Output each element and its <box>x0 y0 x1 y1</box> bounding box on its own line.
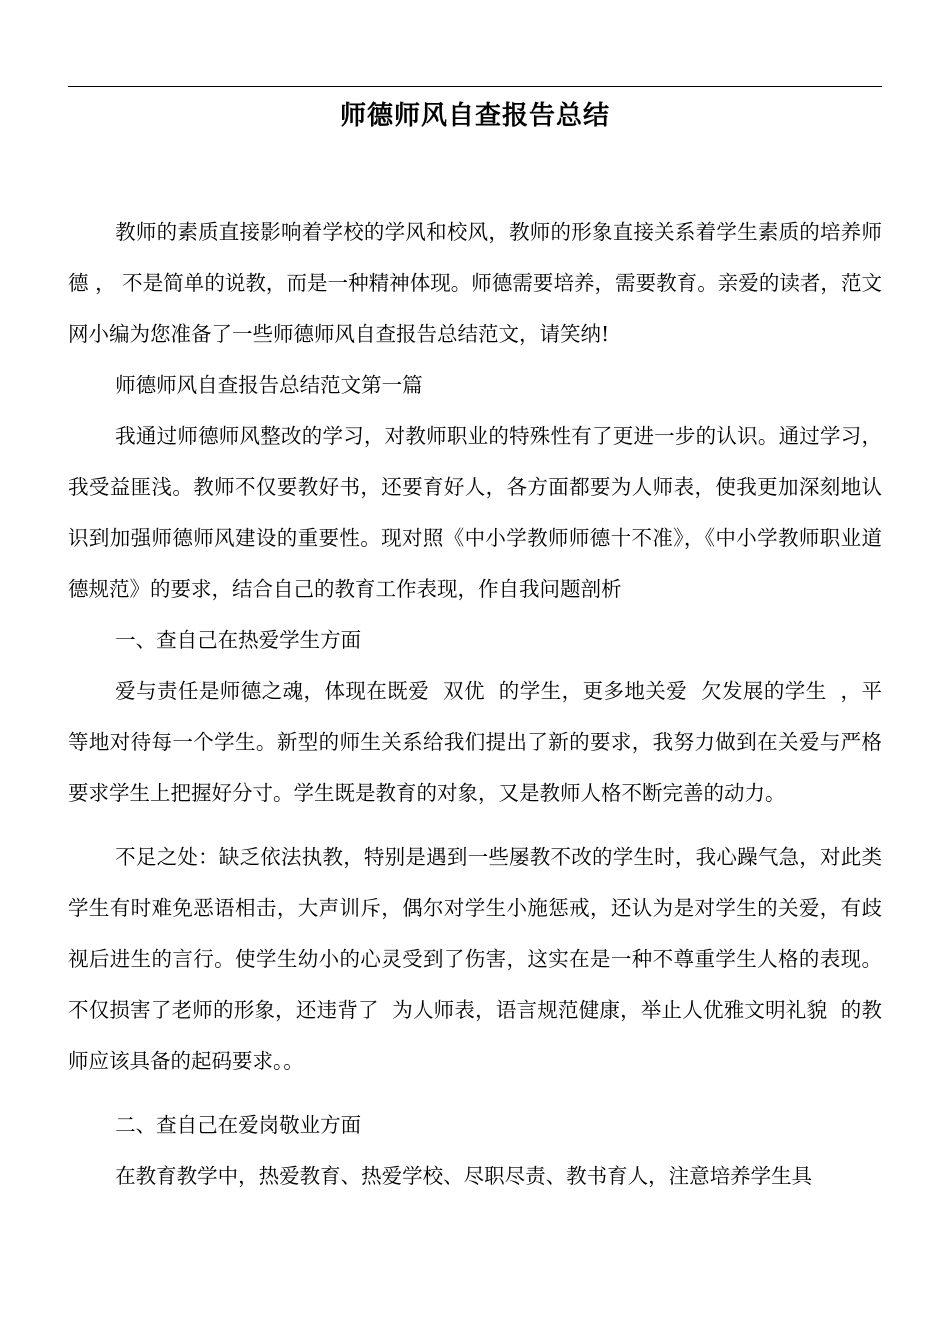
document-body <box>68 207 882 1202</box>
body-paragraph: 在教育教学中，热爱教育、热爱学校、尽职尽责、教书育人，注意培养学生具 <box>115 1164 813 1188</box>
body-paragraph: 不足之处：缺乏依法执教，特别是遇到一些屡教不改的学生时，我心躁气急，对此类学生有时难免恶语相击，大声训斥，偶尔对学生小施惩戒，还认为是对学生的关爱，有歧视后进生的言行。使学生幼小的心灵受到了伤害，这实在是一种不尊重学生人格的表现。不仅损害了老师的形象，还违背了 为人师表，语言规范健康，举止人优雅文明礼貌 的教师应该具备的起码要求。。 <box>68 845 882 1073</box>
intro-paragraph: 教师的素质直接影响着学校的学风和校风，教师的形象直接关系着学生素质的培养师德 ， 不是简单的说教，而是一种精神体现。师德需要培养，需要教育。亲爱的读者，范文网小编为您准备了一些师德师风自查报告总结范文，请笑纳! <box>68 220 882 346</box>
body-paragraph: 爱与责任是师德之魂，体现在既爱 双优 的学生，更多地关爱 欠发展的学生 ，平等地对待每一个学生。新型的师生关系给我们提出了新的要求，我努力做到在关爱与严格要求学生上把握好分寸。学生既是教育的对象，又是教师人格不断完善的动力。 <box>68 679 882 805</box>
section-heading-dedication: 二、查自己在爱岗敬业方面 <box>115 1113 362 1137</box>
section-heading-first-essay: 师德师风自查报告总结范文第一篇 <box>115 373 423 397</box>
header-rule <box>68 86 882 87</box>
section-heading-love-students: 一、查自己在热爱学生方面 <box>115 628 362 652</box>
document-title: 师德师风自查报告总结 <box>339 101 610 131</box>
body-paragraph: 我通过师德师风整改的学习，对教师职业的特殊性有了更进一步的认识。通过学习，我受益匪浅。教师不仅要教好书，还要育好人，各方面都要为人师表，使我更加深刻地认识到加强师德师风建设的重要性。现对照《中小学教师师德十不准》，《中小学教师职业道德规范》的要求，结合自己的教育工作表现，作自我问题剖析 <box>68 424 882 601</box>
